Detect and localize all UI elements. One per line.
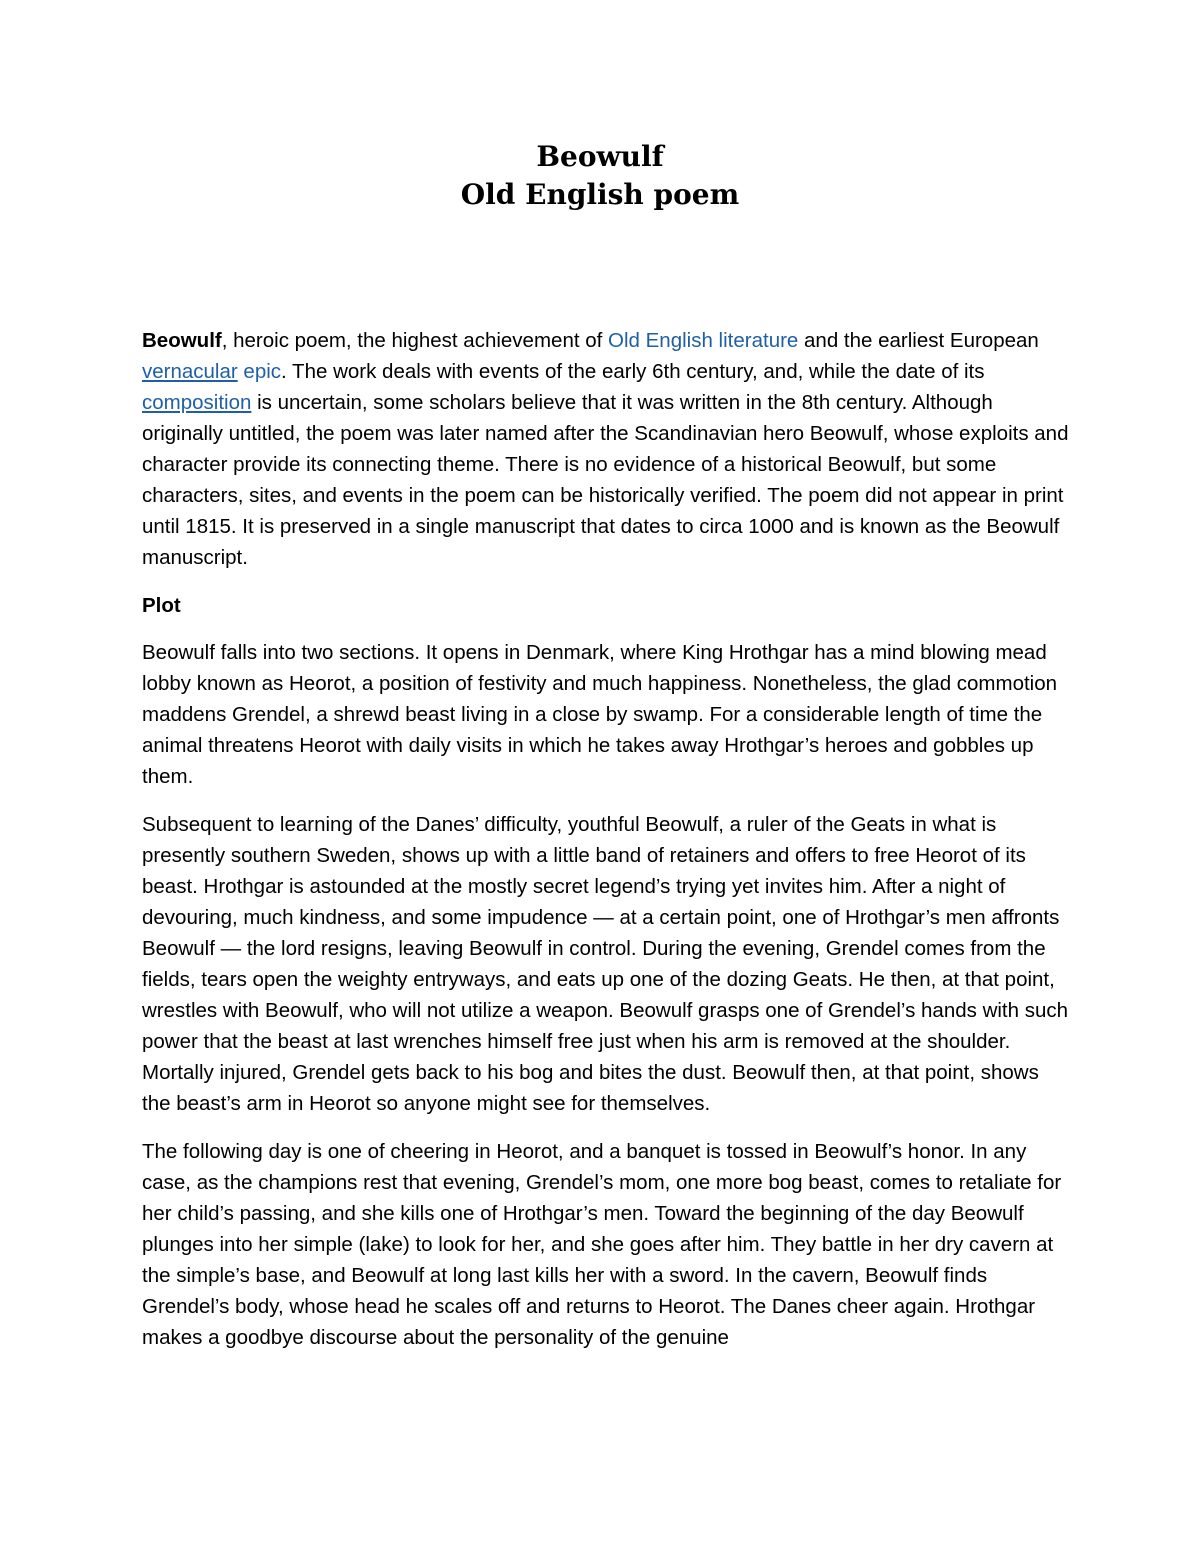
link-old-english-literature[interactable]: Old English literature: [608, 329, 799, 352]
intro-text-2: and the earliest European: [798, 329, 1039, 352]
intro-lead-bold: Beowulf: [142, 329, 222, 352]
intro-text-4: . The work deals with events of the early 6th century, and, while the date of its: [281, 360, 985, 383]
intro-text-5: is uncertain, some scholars believe that it was written in the 8th century. Although originally untitled, the poem was later named after the Scandinavian hero Beowulf, whose exploits and character provide its connecting theme. There is no evidence of a historical Beowulf, but some characters, sites, and events in the poem can be historically verified. The poem did not appear in print until 1815. It is preserved in a single manuscript that dates to circa 1000 and is known as the Beowulf manuscript.: [142, 391, 1069, 569]
plot-paragraph-2: Subsequent to learning of the Danes’ difficulty, youthful Beowulf, a ruler of the Geats in what is presently southern Sweden, shows up with a little band of retainers and offers to free Heorot of its beast. Hrothgar is astounded at the mostly secret legend’s trying yet invites him. After a night of devouring, much kindness, and some impudence — at a certain point, one of Hrothgar’s men affronts Beowulf — the lord resigns, leaving Beowulf in control. During the evening, Grendel comes from the fields, tears open the weighty entryways, and eats up one of the dozing Geats. He then, at that point, wrestles with Beowulf, who will not utilize a weapon. Beowulf grasps one of Grendel’s hands with such power that the beast at last wrenches himself free just when his arm is removed at the shoulder. Mortally injured, Grendel gets back to his bog and bites the dust. Beowulf then, at that point, shows the beast’s arm in Heorot so anyone might see for themselves.: [142, 813, 1069, 1115]
page-title: Beowulf: [536, 140, 664, 173]
document-title-block: [0, 138, 1200, 214]
link-epic[interactable]: epic: [243, 360, 282, 383]
link-vernacular[interactable]: vernacular: [142, 360, 238, 383]
plot-paragraph-3: The following day is one of cheering in Heorot, and a banquet is tossed in Beowulf’s honor. In any case, as the champions rest that evening, Grendel’s mom, one more bog beast, comes to retaliate for her child’s passing, and she kills one of Hrothgar’s men. Toward the beginning of the day Beowulf plunges into her simple (lake) to look for her, and she goes after him. They battle in her dry cavern at the simple’s base, and Beowulf at long last kills her with a sword. In the cavern, Beowulf finds Grendel’s body, whose head he scales off and returns to Heorot. The Danes cheer again. Hrothgar makes a goodbye discourse about the personality of the genuine: [142, 1140, 1062, 1349]
document-body: [142, 325, 1072, 1370]
intro-paragraph: [142, 325, 1072, 573]
plot-paragraph-1: Beowulf falls into two sections. It opens in Denmark, where King Hrothgar has a mind blowing mead lobby known as Heorot, a position of festivity and much happiness. Nonetheless, the glad commotion maddens Grendel, a shrewd beast living in a close by swamp. For a considerable length of time the animal threatens Heorot with daily visits in which he takes away Hrothgar’s heroes and gobbles up them.: [142, 641, 1058, 788]
plot-heading: Plot: [142, 594, 181, 617]
intro-text-1: , heroic poem, the highest achievement of: [221, 329, 609, 352]
page-subtitle: Old English poem: [460, 178, 740, 211]
link-composition[interactable]: composition: [142, 391, 252, 414]
